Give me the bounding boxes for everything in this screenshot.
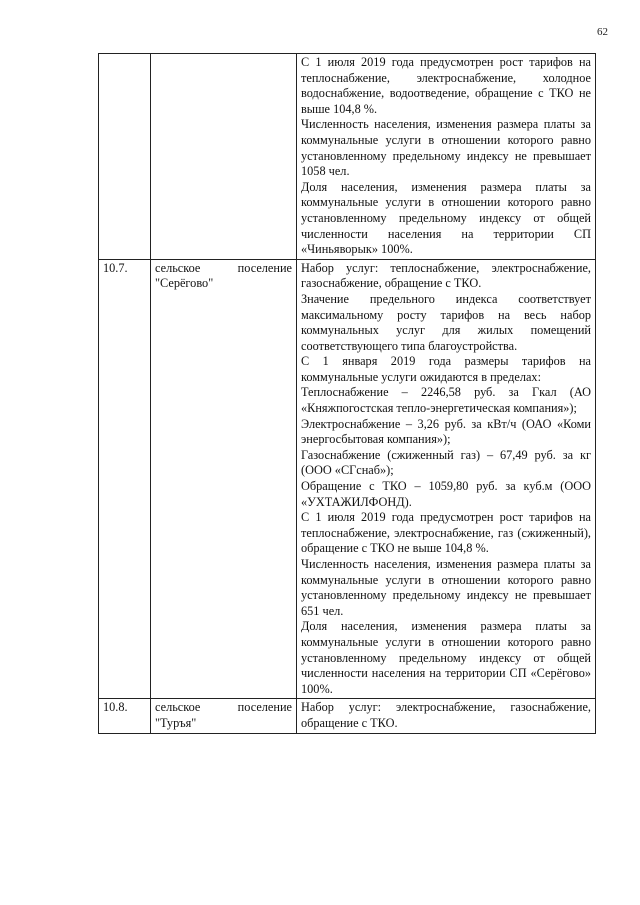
settlement-type: сельское поселение <box>155 260 292 275</box>
description-paragraph: Значение предельного индекса соответствует максимальному росту тарифов на весь набор коммунальных услуг для жилых помещений соответствующего типа благоустройства. <box>301 291 591 353</box>
description-paragraph: С 1 июля 2019 года предусмотрен рост тарифов на теплоснабжение, электроснабжение, газ (сжиженный), обращение с ТКО не выше 104,8 %. <box>301 510 591 556</box>
description-paragraph: Электроснабжение – 3,26 руб. за кВт/ч (ОАО «Коми энергосбытовая компания»); <box>301 416 591 447</box>
row-number-cell: 10.8. <box>99 699 151 733</box>
description-paragraph: Доля населения, изменения размера платы за коммунальные услуги в отношении которого равно установленному предельному индексу от общей численности населения на территории СП «Чиньяворык» 100%. <box>301 179 591 257</box>
page-number: 62 <box>597 26 608 38</box>
tariff-table <box>98 53 596 734</box>
row-number-cell: 10.7. <box>99 259 151 699</box>
description-paragraph: С 1 июля 2019 года предусмотрен рост тарифов на теплоснабжение, электроснабжение, холодное водоснабжение, водоотведение, обращение с ТКО не выше 104,8 %. <box>301 55 591 116</box>
settlement-name-cell <box>151 699 297 733</box>
description-paragraph: Численность населения, изменения размера платы за коммунальные услуги в отношении которого равно установленному предельному индексу не превышает 651 чел. <box>301 557 591 618</box>
description-cell <box>297 699 596 733</box>
description-paragraph: Доля населения, изменения размера платы за коммунальные услуги в отношении которого равно установленному предельному индексу от общей численности населения на территории СП «Серёгово» 100%. <box>301 619 591 696</box>
description-paragraph: Газоснабжение (сжиженный газ) – 67,49 руб. за кг (ООО «СГснаб»); <box>301 447 591 478</box>
table-row <box>99 699 596 733</box>
settlement-name: "Туръя" <box>155 715 197 730</box>
row-number-cell <box>99 54 151 260</box>
description-paragraph: С 1 января 2019 года размеры тарифов на коммунальные услуги ожидаются в пределах: <box>301 354 591 384</box>
settlement-name-cell <box>151 259 297 699</box>
table-row <box>99 259 596 699</box>
table-row <box>99 54 596 260</box>
settlement-name: "Серёгово" <box>155 276 214 291</box>
description-paragraph: Численность населения, изменения размера платы за коммунальные услуги в отношении которого равно установленному предельному индексу не превышает 1058 чел. <box>301 117 591 179</box>
description-cell <box>297 259 596 699</box>
description-paragraph: Набор услуг: электроснабжение, газоснабжение, обращение с ТКО. <box>301 700 591 730</box>
description-paragraph: Набор услуг: теплоснабжение, электроснабжение, газоснабжение, обращение с ТКО. <box>301 260 591 291</box>
settlement-type: сельское поселение <box>155 700 292 715</box>
description-cell <box>297 54 596 260</box>
description-paragraph: Обращение с ТКО – 1059,80 руб. за куб.м (ООО «УХТАЖИЛФОНД). <box>301 479 591 509</box>
settlement-name-cell <box>151 54 297 260</box>
description-paragraph: Теплоснабжение – 2246,58 руб. за Гкал (АО «Княжпогостская тепло-энергетическая компания»); <box>301 385 591 416</box>
